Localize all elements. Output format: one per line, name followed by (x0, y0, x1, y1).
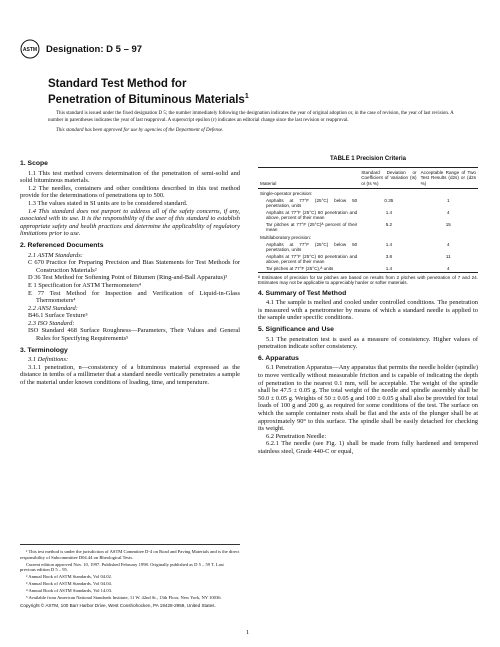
paragraph-5-1: 5.1 The penetration test is used as a measure of consistency. Higher values of penetration indicate softer consistency. (258, 335, 478, 351)
table-cell-range: 4 (447, 241, 450, 247)
standard-notice (48, 111, 468, 137)
table-cell-deviation: 1.4 (385, 209, 393, 215)
footnote-3: ³ Annual Book of ASTM Standards, Vol 04.04. (26, 580, 112, 586)
table-caption: TABLE 1 Precision Criteria (330, 156, 406, 162)
paragraph-1-2: 1.2 The needles, containers and other conditions described in this test method provide for the determinations of penetrations up to 500. (20, 184, 240, 200)
paragraph-2-2: 2.2 ANSI Standard: (28, 304, 78, 312)
table-group-single-operator: Single-operator precision: (260, 191, 313, 197)
paragraph-6-1: 6.1 Penetration Apparatus—Any apparatus that permits the needle holder (spindle) to move vertically without measurable friction and is capable of indicating the depth of penetration to the nearest 0.1 mm, will be acceptable. The weight of the spindle shall be 47.5 ± 0.05 g. The total weight of the needle and spindle assembly shall be 50.0 ± 0.05 g. Weights of 50 ± 0.05 g and 100 ± 0.05 g shall also be provided for total loads of 100 g and 200 g, as required for some conditions of the test. The surface on which the sample container rests shall be flat and the axis of the plunger shall be at approximately 90° to this surface. The spindle shall be easily detached for checking its weight. (258, 364, 478, 433)
reference-b46-1: B46.1 Surface Texture⁵ (28, 312, 88, 320)
paragraph-6-2-1: 6.2.1 The needle (see Fig. 1) shall be made from fully hardened and tempered stainless steel, Grade 440-C or equal, (258, 440, 478, 455)
footnote-1: ¹ This test method is under the jurisdiction of ASTM Committee D-4 on Road and Paving Materials and is the direct responsibility of Subcommittee D04.44 on Rheological Tests. (20, 549, 240, 560)
precision-table (258, 167, 478, 272)
section-heading-summary: 4. Summary of Test Method (258, 289, 347, 297)
astm-logo-icon (20, 39, 40, 59)
paragraph-6-2: 6.2 Penetration Needle: (266, 432, 327, 440)
page-number: 1 (246, 629, 250, 636)
paragraph-4-1: 4.1 The sample is melted and cooled under controlled conditions. The penetration is measured with a penetrometer by means of which a standard needle is applied to the sample under specific conditions. (258, 299, 478, 322)
table-row (258, 197, 478, 209)
footnote-2: ² Annual Book of ASTM Standards, Vol 04.02. (26, 574, 112, 580)
paragraph-2-3: 2.3 ISO Standard: (28, 319, 75, 327)
table-row (258, 209, 478, 221)
right-column (258, 156, 478, 455)
paragraph-3-1: 3.1 Definitions: (28, 356, 69, 364)
reference-e77: E 77 Test Method for Inspection and Verification of Liquid-in-Glass Thermometers⁴ (28, 289, 240, 305)
table-footnote: ᴬ Estimates of precision for tar pitches are based on results from 2 pitches with penetration of 7 and 24. Estimates may not be applicable to appreciably harder or softer materials. (258, 272, 478, 286)
table-cell-deviation: 5.2 (385, 221, 393, 227)
paragraph-2-1: 2.1 ASTM Standards: (28, 251, 83, 259)
table-header-range: Acceptable Range of Two Test Results (d2s) or (d2s %) (419, 167, 478, 189)
paragraph-3-1-1: 3.1.1 penetration, n—consistency of a bituminous material expressed as the distance in tenths of a millimeter that a standard needle vertically penetrates a sample of the material under known conditions of loading, time, and temperature. (20, 363, 240, 387)
table-cell-material: Tar pitches at 77°F (25°C),ᴬ units (266, 265, 334, 271)
reference-iso-468: ISO Standard 468 Surface Roughness—Parameters, Their Values and General Rules for Specifying Requirements⁵ (28, 327, 240, 343)
footnote-5: ⁵ Available from American National Standards Institute, 11 W. 42nd St., 13th Floor, New York, NY 10036. (26, 594, 222, 600)
designation: Designation: D 5 – 97 (46, 43, 143, 55)
reference-d36: D 36 Test Method for Softening Point of Bitumen (Ring-and-Ball Apparatus)³ (28, 274, 228, 282)
left-column (20, 156, 240, 387)
table-cell-range: 1 (447, 197, 450, 203)
table-cell-range: 4 (447, 209, 450, 215)
table-header-deviation: Standard Deviation or Coefficient of Variation (Is) or (Is %) (359, 167, 418, 189)
table-row (258, 241, 478, 253)
footnote-4: ⁴ Annual Book of ASTM Standards, Vol 14.03. (26, 587, 113, 593)
table-cell-material: Tar pitches at 77°F (25°C)ᴬ percent of their mean (266, 221, 358, 233)
table-cell-material: Asphalts at 77°F (25°C) 60 penetration and above, percent of their mean (266, 209, 358, 221)
paragraph-1-1: 1.1 This test method covers determination of the penetration of semi-solid and solid bituminous materials. (20, 169, 240, 185)
table-cell-deviation: 0.35 (384, 197, 394, 203)
title-line-1: Standard Test Method for (48, 78, 187, 90)
footnotes (20, 544, 240, 601)
title-footnote-mark: 1 (244, 92, 249, 100)
svg-text:ASTM: ASTM (22, 47, 38, 53)
title-line-2: Penetration of Bituminous Materials (48, 93, 245, 106)
page-title (48, 78, 249, 106)
copyright-notice: Copyright © ASTM, 100 Barr Harbor Drive, West Conshohocken, PA 19428-2959, United States. (20, 603, 216, 608)
table-cell-range: 11 (445, 253, 451, 259)
footnote-1-edition: Current edition approved Nov. 10, 1997. Published February 1998. Originally published as D 5 – 59 T. Last previous edition D 5 – 95. (20, 561, 224, 573)
section-heading-scope: 1. Scope (20, 160, 48, 167)
header (20, 38, 142, 60)
section-heading-terminology: 3. Terminology (20, 346, 68, 354)
table-cell-deviation: 1.4 (385, 265, 393, 271)
table-cell-range: 15 (445, 221, 451, 227)
table-row (258, 253, 478, 265)
table-cell-material: Asphalts at 77°F (25°C) below 50 penetration, units (266, 197, 358, 209)
section-heading-significance: 5. Significance and Use (258, 325, 334, 333)
section-heading-referenced-documents: 2. Referenced Documents (20, 241, 104, 249)
table-group-multilaboratory: Multilaboratory precision: (260, 235, 312, 241)
reference-e1: E 1 Specification for ASTM Thermometers⁴ (28, 281, 142, 289)
paragraph-1-4: 1.4 This standard does not purport to address all of the safety concerns, if any, associated with its use. It is the responsibility of the user of this standard to establish appropriate safety and health practices and determine the applicability of regulatory limitations prior to use. (20, 207, 240, 238)
reference-c670: C 670 Practice for Preparing Precision and Bias Statements for Test Methods for Construction Materials² (28, 259, 240, 274)
table-row (258, 221, 478, 233)
section-heading-apparatus: 6. Apparatus (258, 354, 299, 362)
table-cell-range: 4 (447, 265, 450, 271)
table-cell-material: Asphalts at 77°F (25°C) below 50 penetration, units (266, 241, 358, 253)
notice-paragraph: This standard is issued under the fixed designation D 5; the number immediately following the designation indicates the year of original adoption or, in the case of revision, the year of last revision. A number in parentheses indicates the year of last reapproval. A superscript epsilon (ε) indicates an editorial change since the last revision or reapproval. (48, 111, 454, 123)
table-cell-material: Asphalts at 77°F (25°C) 60 penetration and above, percent of their mean (266, 253, 358, 265)
table-header-material: Material (258, 167, 359, 189)
table-cell-deviation: 1.4 (385, 241, 393, 247)
dod-approval-note: This standard has been approved for use by agencies of the Department of Defense. (56, 127, 224, 133)
table-cell-deviation: 3.8 (385, 253, 393, 259)
paragraph-1-3: 1.3 The values stated in SI units are to be considered standard. (28, 199, 188, 207)
